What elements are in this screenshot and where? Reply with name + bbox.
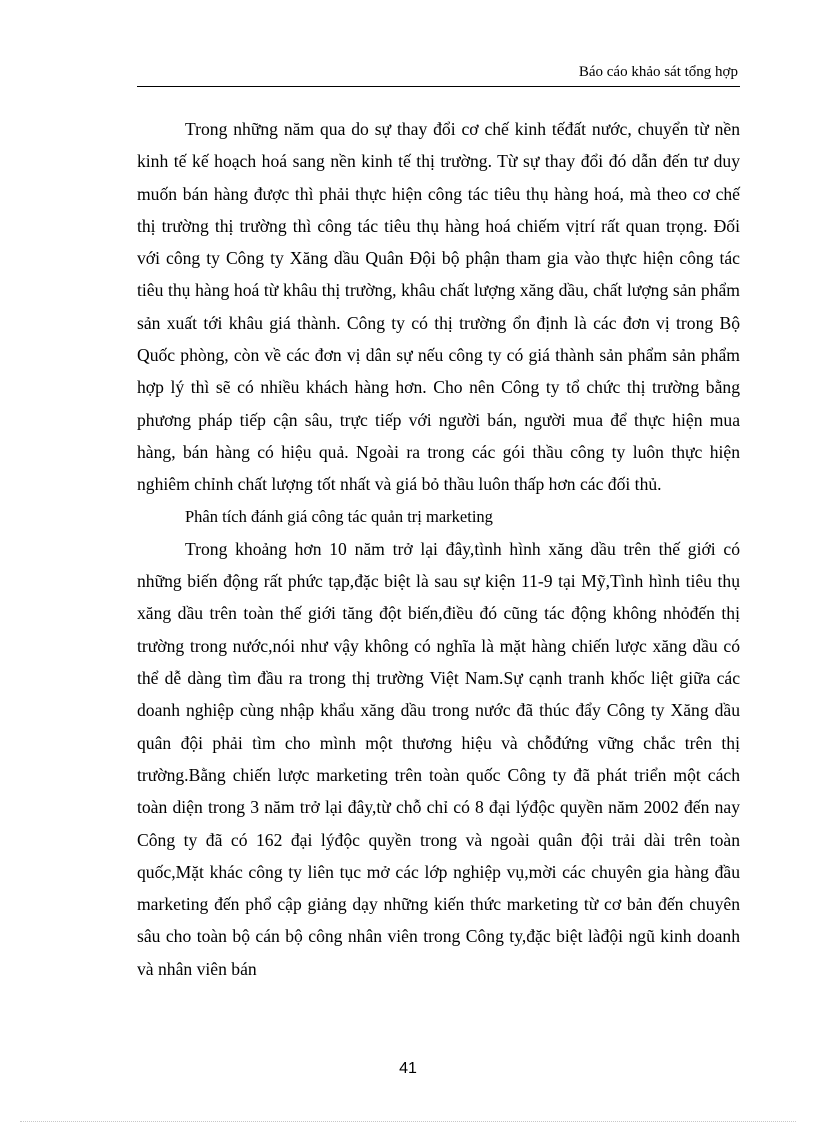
page-number: 41 [399, 1060, 417, 1077]
body-text [137, 113, 740, 985]
page-bottom-divider [20, 1121, 796, 1122]
paragraph-1: Trong những năm qua do sự thay đổi cơ chế kinh tếđất nước, chuyển từ nền kinh tế kế hoạch hoá sang nền kinh tế thị trường. Từ sự thay đổi đó dẫn đến tư duy muốn bán hàng được thì phải thực hiện công tác tiêu thụ hàng hoá, mà theo cơ chế thị trường thị trường thì công tác tiêu thụ hàng hoá chiếm vịtrí rất quan trọng. Đối với công ty Công ty Xăng dầu Quân Đội bộ phận tham gia vào thực hiện công tác tiêu thụ hàng hoá từ khâu thị trường, khâu chất lượng xăng dầu, chất lượng sản phẩm sản xuất tới khâu giá thành. Công ty có thị trường ổn định là các đơn vị trong Bộ Quốc phòng, còn về các đơn vị dân sự nếu công ty có giá thành sản phẩm sản phẩm hợp lý thì sẽ có nhiều khách hàng hơn. Cho nên Công ty tổ chức thị trường bằng phương pháp tiếp cận sâu, trực tiếp với người bán, người mua để thực hiện mua hàng, bán hàng có hiệu quả. Ngoài ra trong các gói thầu công ty luôn thực hiện nghiêm chỉnh chất lượng tốt nhất và giá bỏ thầu luôn thấp hơn các đối thủ. [137, 119, 740, 495]
section-heading: Phân tích đánh giá công tác quản trị marketing [185, 506, 493, 526]
paragraph-2: Trong khoảng hơn 10 năm trở lại đây,tình hình xăng dầu trên thế giới có những biến động rất phức tạp,đặc biệt là sau sự kiện 11-9 tại Mỹ,Tình hình tiêu thụ xăng dầu trên toàn thế giới tăng đột biến,điều đó cũng tác động không nhỏđến thị trường trong nước,nói như vậy không có nghĩa là mặt hàng chiến lược xăng dầu có thể dễ dàng tìm đầu ra trong thị trường Việt Nam.Sự cạnh tranh khốc liệt giữa các doanh nghiệp cùng nhập khẩu xăng dầu trong nước đã thúc đẩy Công ty Xăng dầu quân đội phải tìm cho mình một thương hiệu và chỗđứng vững chắc trên thị trường.Bằng chiến lược marketing trên toàn quốc Công ty đã phát triển một cách toàn diện trong 3 năm trở lại đây,từ chỗ chỉ có 8 đại lýđộc quyền năm 2002 đến nay Công ty đã có 162 đại lýđộc quyền trong và ngoài quân đội trải dài trên toàn quốc,Mặt khác công ty liên tục mở các lớp nghiệp vụ,mời các chuyên gia hàng đầu marketing đến phổ cập giảng dạy những kiến thức marketing từ cơ bản đến chuyên sâu cho toàn bộ cán bộ công nhân viên trong Công ty,đặc biệt làđội ngũ kinh doanh và nhân viên bán [137, 538, 740, 979]
running-header [137, 60, 740, 87]
header-title: Báo cáo khảo sát tổng hợp [578, 64, 738, 80]
